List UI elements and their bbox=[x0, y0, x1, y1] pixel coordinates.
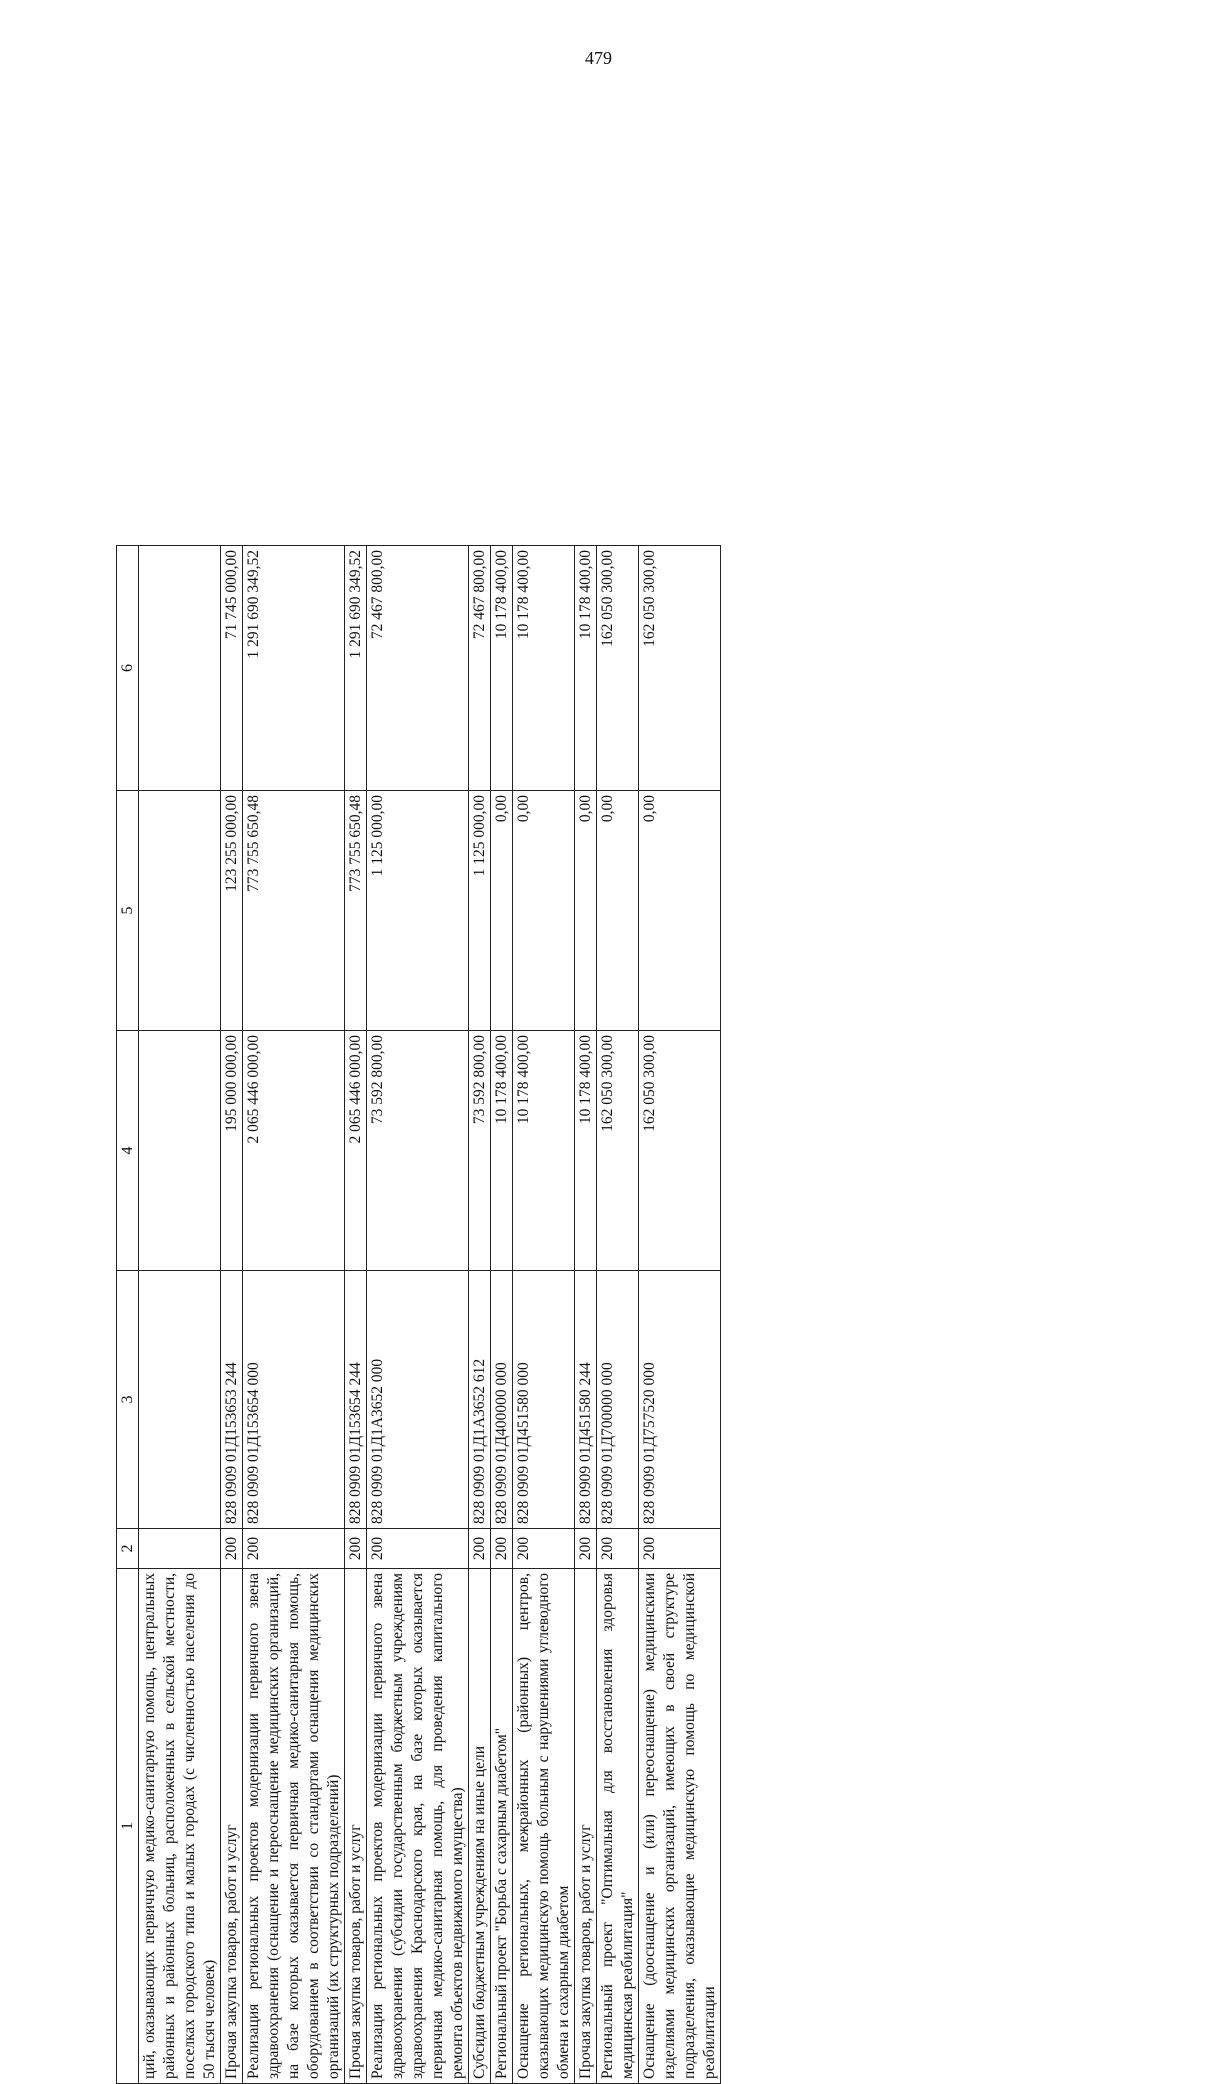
col-header: 6 bbox=[117, 546, 139, 791]
row-name: Оснащение (дооснащение и (или) переоснащение) медицинскими изделиями медицинских организаций, имеющих в своей структуре подразделения, оказывающие медицинскую помощь по медицинской реабилитации bbox=[639, 1569, 721, 2084]
row-name: Оснащение региональных, межрайонных (районных) центров, оказывающих медицинскую помощь больным с нарушениями углеводного обмена и сахарным диабетом bbox=[513, 1569, 575, 2084]
table-row bbox=[513, 546, 575, 2084]
row-sum-4: 2 065 446 000,00 bbox=[345, 1031, 367, 1271]
row-kbk: 828 0909 01Д153654 244 bbox=[345, 1271, 367, 1529]
table-row bbox=[575, 546, 597, 2084]
row-name: Прочая закупка товаров, работ и услуг bbox=[575, 1569, 597, 2084]
row-sum-5: 0,00 bbox=[639, 791, 721, 1031]
row-code: 200 bbox=[221, 1529, 243, 1569]
row-sum-6: 72 467 800,00 bbox=[367, 546, 469, 791]
table-row bbox=[367, 546, 469, 2084]
row-sum-4: 73 592 800,00 bbox=[367, 1031, 469, 1271]
row-sum-4: 2 065 446 000,00 bbox=[243, 1031, 345, 1271]
row-sum-5: 0,00 bbox=[491, 791, 513, 1031]
row-sum-6: 1 291 690 349,52 bbox=[345, 546, 367, 791]
table-row bbox=[139, 546, 221, 2084]
row-sum-4: 10 178 400,00 bbox=[513, 1031, 575, 1271]
table-row bbox=[491, 546, 513, 2084]
row-code: 200 bbox=[367, 1529, 469, 1569]
row-sum-5: 773 755 650,48 bbox=[345, 791, 367, 1031]
row-sum-6: 162 050 300,00 bbox=[639, 546, 721, 791]
budget-table bbox=[116, 545, 721, 2084]
col-header: 1 bbox=[117, 1569, 139, 2084]
row-code: 200 bbox=[639, 1529, 721, 1569]
row-sum-4: 195 000 000,00 bbox=[221, 1031, 243, 1271]
col-header: 4 bbox=[117, 1031, 139, 1271]
row-sum-4: 73 592 800,00 bbox=[469, 1031, 491, 1271]
row-sum-4: 162 050 300,00 bbox=[597, 1031, 639, 1271]
table-header-row bbox=[117, 546, 139, 2084]
row-sum-6 bbox=[139, 546, 221, 791]
row-name: Реализация региональных проектов модернизации первичного звена здравоохранения (оснащение и переоснащение медицинских организаций, на базе которых оказывается первичная медико-санитарная помощь, оборудованием в соответствии со стандартами оснащения медицинских организаций (их структурных подразделений) bbox=[243, 1569, 345, 2084]
row-sum-6: 10 178 400,00 bbox=[491, 546, 513, 791]
row-sum-6: 10 178 400,00 bbox=[513, 546, 575, 791]
table-row bbox=[597, 546, 639, 2084]
budget-table-rotated bbox=[116, 546, 1224, 2084]
row-name: Прочая закупка товаров, работ и услуг bbox=[345, 1569, 367, 2084]
row-code: 200 bbox=[575, 1529, 597, 1569]
row-code: 200 bbox=[513, 1529, 575, 1569]
row-kbk: 828 0909 01Д1А3652 000 bbox=[367, 1271, 469, 1529]
row-sum-5: 773 755 650,48 bbox=[243, 791, 345, 1031]
row-kbk: 828 0909 01Д451580 244 bbox=[575, 1271, 597, 1529]
col-header: 5 bbox=[117, 791, 139, 1031]
row-code: 200 bbox=[597, 1529, 639, 1569]
row-sum-5: 1 125 000,00 bbox=[367, 791, 469, 1031]
row-sum-6: 1 291 690 349,52 bbox=[243, 546, 345, 791]
row-sum-5: 0,00 bbox=[597, 791, 639, 1031]
row-name: Региональный проект "Борьба с сахарным диабетом" bbox=[491, 1569, 513, 2084]
row-sum-4: 10 178 400,00 bbox=[575, 1031, 597, 1271]
row-kbk: 828 0909 01Д451580 000 bbox=[513, 1271, 575, 1529]
row-kbk bbox=[139, 1271, 221, 1529]
row-sum-6: 162 050 300,00 bbox=[597, 546, 639, 791]
row-sum-4 bbox=[139, 1031, 221, 1271]
row-name: ций, оказывающих первичную медико-санитарную помощь, центральных районных и районных больниц, расположенных в сельской местности, поселках городского типа и малых городах (с численностью населения до 50 тысяч человек) bbox=[139, 1569, 221, 2084]
row-kbk: 828 0909 01Д153653 244 bbox=[221, 1271, 243, 1529]
page-number: 479 bbox=[585, 48, 612, 68]
row-sum-6: 72 467 800,00 bbox=[469, 546, 491, 791]
row-sum-5: 123 255 000,00 bbox=[221, 791, 243, 1031]
row-kbk: 828 0909 01Д153654 000 bbox=[243, 1271, 345, 1529]
row-sum-5: 0,00 bbox=[575, 791, 597, 1031]
table-row bbox=[469, 546, 491, 2084]
row-name: Субсидии бюджетным учреждениям на иные цели bbox=[469, 1569, 491, 2084]
row-code: 200 bbox=[469, 1529, 491, 1569]
row-sum-6: 10 178 400,00 bbox=[575, 546, 597, 791]
col-header: 2 bbox=[117, 1529, 139, 1569]
row-code bbox=[139, 1529, 221, 1569]
row-sum-5: 1 125 000,00 bbox=[469, 791, 491, 1031]
row-name: Прочая закупка товаров, работ и услуг bbox=[221, 1569, 243, 2084]
row-name: Региональный проект "Оптимальная для восстановления здоровья медицинская реабилитация" bbox=[597, 1569, 639, 2084]
col-header: 3 bbox=[117, 1271, 139, 1529]
row-kbk: 828 0909 01Д757520 000 bbox=[639, 1271, 721, 1529]
row-kbk: 828 0909 01Д400000 000 bbox=[491, 1271, 513, 1529]
row-sum-5 bbox=[139, 791, 221, 1031]
row-code: 200 bbox=[243, 1529, 345, 1569]
row-sum-4: 10 178 400,00 bbox=[491, 1031, 513, 1271]
row-code: 200 bbox=[491, 1529, 513, 1569]
row-kbk: 828 0909 01Д700000 000 bbox=[597, 1271, 639, 1529]
table-row bbox=[243, 546, 345, 2084]
row-code: 200 bbox=[345, 1529, 367, 1569]
row-name: Реализация региональных проектов модернизации первичного звена здравоохранения (субсидии государственным бюджетным учреждениям здравоохранения Краснодарского края, на базе которых оказывается первичная медико-санитарная помощь, для проведения капитального ремонта объектов недвижимого имущества) bbox=[367, 1569, 469, 2084]
row-kbk: 828 0909 01Д1А3652 612 bbox=[469, 1271, 491, 1529]
table-row bbox=[221, 546, 243, 2084]
table-row bbox=[639, 546, 721, 2084]
row-sum-6: 71 745 000,00 bbox=[221, 546, 243, 791]
row-sum-5: 0,00 bbox=[513, 791, 575, 1031]
table-row bbox=[345, 546, 367, 2084]
row-sum-4: 162 050 300,00 bbox=[639, 1031, 721, 1271]
